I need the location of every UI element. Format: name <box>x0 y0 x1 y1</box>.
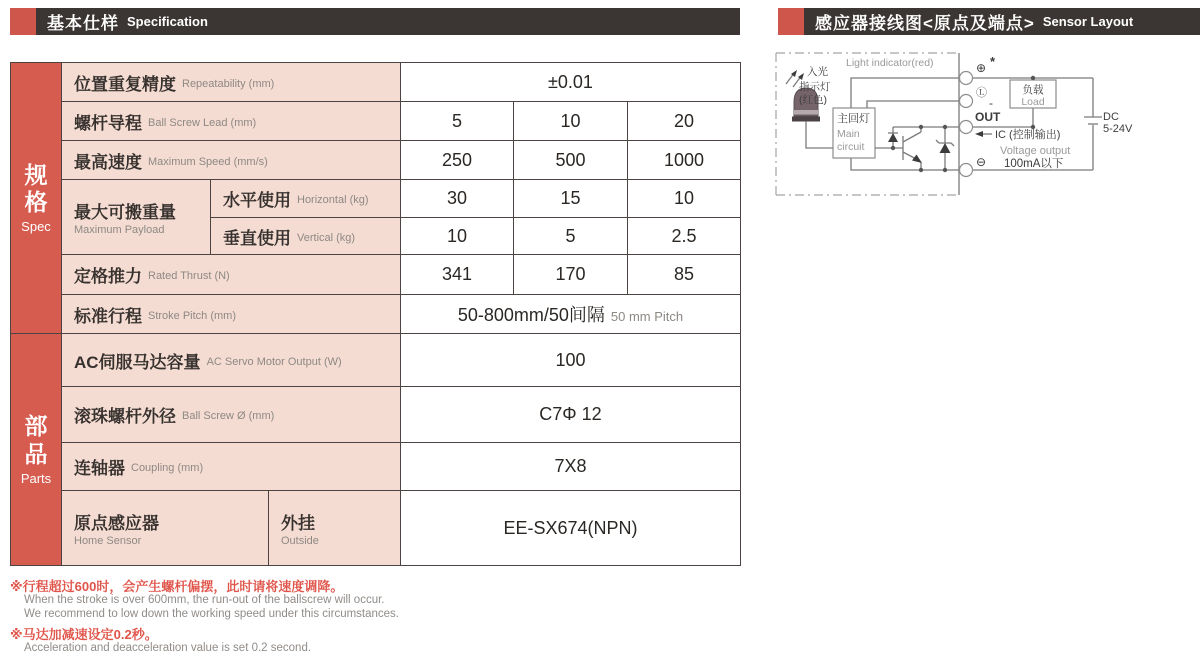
zener-diode-icon <box>936 127 954 170</box>
row-speed-label <box>61 140 401 180</box>
indicator-label-zh: 指示灯 <box>799 81 831 93</box>
label-zh: 垂直使用 <box>223 228 291 248</box>
value-horizontal-1: 30 <box>400 179 514 218</box>
sensor-layout-header <box>778 8 1200 35</box>
value-lead-3: 20 <box>627 101 741 141</box>
label-en: Vertical (kg) <box>297 231 356 244</box>
ic-arrow-icon <box>975 131 992 137</box>
red-accent-square <box>10 8 36 35</box>
value-lead-2: 10 <box>513 101 628 141</box>
value-stroke <box>400 294 741 334</box>
label-en: Stroke Pitch (mm) <box>148 309 237 322</box>
label-zh: 定格推力 <box>74 267 142 286</box>
row-payload-label <box>61 179 211 255</box>
label-en: Horizontal (kg) <box>297 194 369 206</box>
value-speed-2: 500 <box>513 140 628 180</box>
stroke-value-main: 50-800mm/50间隔 <box>457 305 605 325</box>
value-screw-od: C7Φ 12 <box>400 386 741 443</box>
section-parts <box>10 333 62 566</box>
value-thrust-1: 341 <box>400 254 514 295</box>
ic-output-label: IC (控制输出) <box>995 129 1061 141</box>
section-parts-en: Parts <box>20 470 52 486</box>
label-en: Maximum Payload <box>74 224 165 236</box>
label-en: AC Servo Motor Output (W) <box>206 355 342 368</box>
value-vertical-3: 2.5 <box>627 217 741 255</box>
note-1-zh: ※行程超过600时，会产生螺杆偏摆，此时请将速度调降。 <box>10 579 344 594</box>
l-terminal-symbol: Ⓛ <box>976 87 987 99</box>
label-en: Ball Screw Ø (mm) <box>182 410 275 422</box>
section-spec-en: Spec <box>21 219 51 235</box>
row-lead-label <box>61 101 401 141</box>
note-2-en-1: Acceleration and deacceleration value is set 0.2 second. <box>24 642 312 654</box>
row-repeatability-label <box>61 62 401 102</box>
value-vertical-2: 5 <box>513 217 628 255</box>
out-terminal-label: OUT <box>975 110 1001 124</box>
sensor-header-en: Sensor Layout <box>1042 14 1134 29</box>
note-1-en-2: We recommend to low down the working speed under this circumstances. <box>24 608 399 620</box>
row-home-sensor-label <box>61 490 269 566</box>
row-screw-od-label <box>61 386 401 443</box>
label-zh: 滚珠螺杆外径 <box>74 407 176 426</box>
label-zh: 螺杆导程 <box>74 113 142 133</box>
value-horizontal-2: 15 <box>513 179 628 218</box>
dc-label-1: DC <box>1103 111 1119 123</box>
dc-label-2: 5-24V <box>1103 123 1133 135</box>
load-label-zh: 负载 <box>1022 84 1044 96</box>
indicator-color-label: (红色) <box>799 94 827 106</box>
terminal-circles <box>960 72 973 177</box>
light-indicator-en-label: Light indicator(red) <box>846 57 934 69</box>
label-en: Coupling (mm) <box>131 462 204 474</box>
main-circuit-zh: 主回灯 <box>837 113 870 125</box>
label-zh: 最高速度 <box>74 152 142 172</box>
value-thrust-2: 170 <box>513 254 628 295</box>
value-speed-3: 1000 <box>627 140 741 180</box>
diode-icon <box>888 127 898 148</box>
spec-header-zh: 基本仕样 <box>47 14 119 33</box>
row-coupling-label <box>61 442 401 491</box>
label-en: Outside <box>281 535 319 547</box>
row-horizontal-label <box>210 179 401 218</box>
value-repeatability: ±0.01 <box>400 62 741 102</box>
main-circuit-en1: Main <box>837 128 860 140</box>
value-lead-1: 5 <box>400 101 514 141</box>
value-thrust-3: 85 <box>627 254 741 295</box>
value-vertical-1: 10 <box>400 217 514 255</box>
label-en: Home Sensor <box>74 535 142 547</box>
value-horizontal-3: 10 <box>627 179 741 218</box>
star-mark: * <box>990 54 996 69</box>
section-parts-zh: 部品 <box>24 413 48 467</box>
main-circuit-en2: circuit <box>837 141 865 153</box>
spec-header-bar <box>36 8 740 35</box>
label-zh: 原点感应器 <box>74 514 159 533</box>
sensor-wiring-diagram <box>770 45 1200 205</box>
label-zh: 连轴器 <box>74 459 125 478</box>
label-zh: 位置重复精度 <box>74 74 176 94</box>
value-speed-1: 250 <box>400 140 514 180</box>
row-stroke-label <box>61 294 401 334</box>
section-spec <box>10 62 62 334</box>
row-vertical-label <box>210 217 401 255</box>
row-home-sensor-sub-label <box>268 490 401 566</box>
value-coupling: 7X8 <box>400 442 741 491</box>
incident-light-label: 入光 <box>807 66 828 78</box>
l-terminal-dash: - <box>989 96 993 110</box>
label-en: Maximum Speed (mm/s) <box>148 155 268 168</box>
note-1-en-1: When the stroke is over 600mm, the run-out of the ballscrew will occur. <box>24 594 385 606</box>
label-zh: 标准行程 <box>74 306 142 326</box>
load-label-en: Load <box>1021 96 1045 108</box>
label-zh: AC伺服马达容量 <box>74 352 201 372</box>
red-accent-square <box>778 8 804 35</box>
spec-header <box>10 8 740 35</box>
stroke-value-sub: 50 mm Pitch <box>610 308 684 324</box>
label-zh: 外挂 <box>281 514 315 533</box>
label-en: Repeatability (mm) <box>182 77 275 90</box>
section-spec-zh: 规格 <box>24 161 48 215</box>
voltage-output-label: Voltage output <box>1000 145 1071 157</box>
label-en: Rated Thrust (N) <box>148 270 230 282</box>
sensor-header-zh: 感应器接线图<原点及端点> <box>815 14 1035 33</box>
note-2-zh: ※马达加减速设定0.2秒。 <box>10 627 158 642</box>
sensor-header-bar <box>804 8 1200 35</box>
spec-header-en: Specification <box>127 14 208 29</box>
row-motor-label <box>61 333 401 387</box>
battery-icon <box>1084 78 1102 170</box>
value-motor: 100 <box>400 333 741 387</box>
minus-terminal-symbol: ⊖ <box>976 155 987 169</box>
label-zh: 水平使用 <box>223 191 291 210</box>
current-limit-label: 100mA以下 <box>1004 158 1064 170</box>
label-zh: 最大可搬重量 <box>74 203 176 222</box>
plus-terminal-symbol: ⊕ <box>976 61 987 75</box>
row-thrust-label <box>61 254 401 295</box>
value-home-sensor: EE-SX674(NPN) <box>400 490 741 566</box>
label-en: Ball Screw Lead (mm) <box>148 116 257 129</box>
npn-transistor-icon <box>903 127 922 170</box>
